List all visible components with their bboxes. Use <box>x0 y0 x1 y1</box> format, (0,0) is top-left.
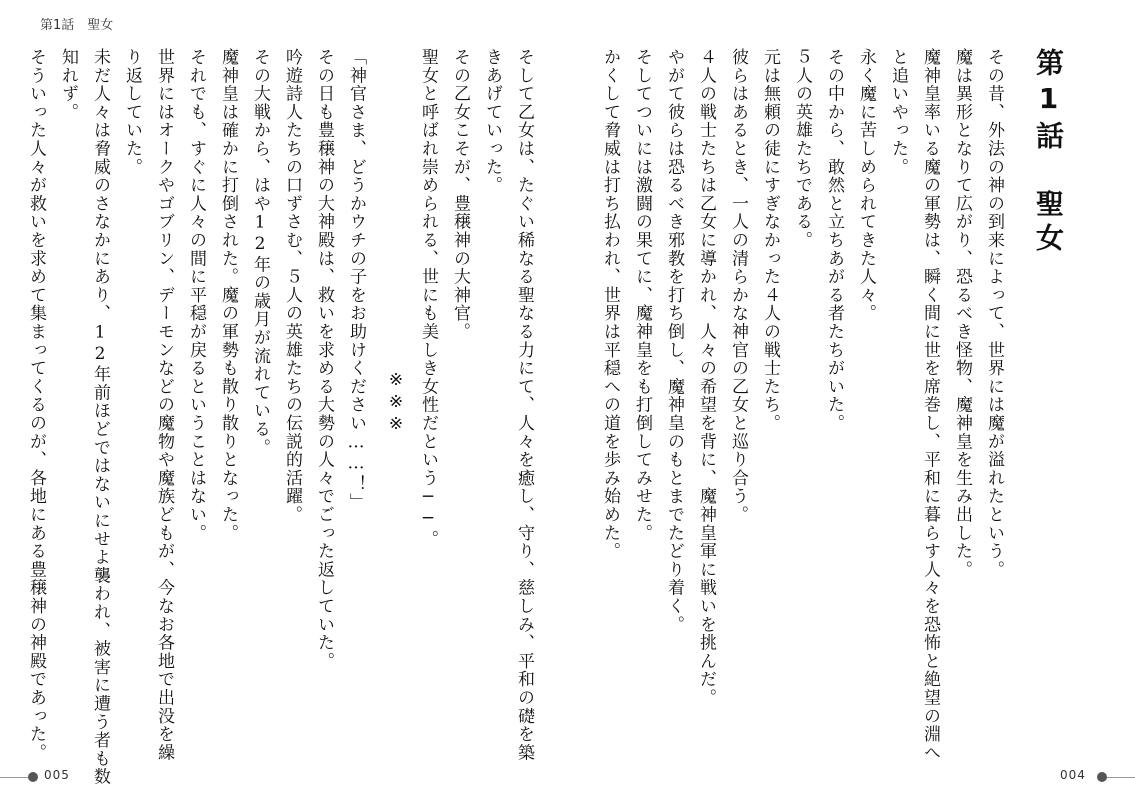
page-number-left: 005 <box>44 768 70 782</box>
text-column: その乙女こそが、豊穣神の大神官。 <box>450 48 470 341</box>
text-column: 未だ人々は脅威のさなかにあり、12年前ほどではないにせよ襲われ、被害に遭う者も数 <box>90 48 110 786</box>
text-column: 知れず。 <box>58 48 78 122</box>
text-column: やがて彼らは恐るべき邪教を打ち倒し、魔神皇のもとまでたどり着く。 <box>664 48 684 634</box>
text-column: その中から、敢然と立ちあがる者たちがいた。 <box>824 48 844 433</box>
text-column: 彼らはあるとき、一人の清らかな神官の乙女と巡り合う。 <box>728 48 748 524</box>
text-column: きあげていった。 <box>482 48 502 195</box>
text-column: り返していた。 <box>122 48 142 177</box>
text-column: 魔神皇率いる魔の軍勢は、瞬く間に世を席巻し、平和に暮らす人々を恐怖と絶望の淵へ <box>920 48 940 762</box>
text-column: そして乙女は、たぐい稀なる聖なる力にて、人々を癒し、守り、慈しみ、平和の礎を築 <box>514 48 534 762</box>
text-column: 元は無頼の徒にすぎなかった４人の戦士たち。 <box>760 48 780 433</box>
text-column: その日も豊穣神の大神殿は、救いを求める大勢の人々でごった返していた。 <box>314 48 334 671</box>
scene-break: ※※※ <box>386 370 406 436</box>
chapter-title: 第1話 聖女 <box>1032 48 1065 257</box>
page-number-right: 004 <box>1060 768 1086 782</box>
text-column: そしてついには激闘の果てに、魔神皇をも打倒してみせた。 <box>632 48 652 543</box>
text-column: そういった人々が救いを求めて集まってくるのが、各地にある豊穣神の神殿であった。 <box>26 48 46 762</box>
text-column: 聖女と呼ばれ崇められる、世にも美しき女性だという──。 <box>418 48 438 549</box>
text-column: 永く魔に苦しめられてきた人々。 <box>856 48 876 323</box>
footer-rule-right <box>1107 777 1135 778</box>
text-column: 「神官さま、どうかウチの子をお助けください……！」 <box>346 48 366 512</box>
footer-dot-right <box>1097 772 1107 782</box>
text-column: 魔神皇は確かに打倒された。魔の軍勢も散り散りとなった。 <box>218 48 238 543</box>
footer-rule-left <box>0 777 28 778</box>
text-column: かくして脅威は打ち払われ、世界は平穏への道を歩み始めた。 <box>600 48 620 561</box>
text-column: 魔は異形となりて広がり、恐るべき怪物、魔神皇を生み出した。 <box>952 48 972 579</box>
text-column: と追いやった。 <box>888 48 908 177</box>
text-column: その昔、外法の神の到来によって、世界には魔が溢れたという。 <box>984 48 1004 579</box>
text-column: 世界にはオークやゴブリン、デーモンなどの魔物や魔族どもが、今なお各地で出没を繰 <box>154 48 174 762</box>
text-column: ５人の英雄たちである。 <box>792 48 812 250</box>
running-head: 第1話 聖女 <box>40 18 114 33</box>
text-column: 吟遊詩人たちの口ずさむ、５人の英雄たちの伝説的活躍。 <box>282 48 302 524</box>
footer-dot-left <box>28 772 38 782</box>
text-column: その大戦から、はや12年の歳月が流れている。 <box>250 48 270 457</box>
text-column: それでも、すぐに人々の間に平穏が戻るということはない。 <box>186 48 206 543</box>
text-column: ４人の戦士たちは乙女に導かれ、人々の希望を背に、魔神皇軍に戦いを挑んだ。 <box>696 48 716 707</box>
